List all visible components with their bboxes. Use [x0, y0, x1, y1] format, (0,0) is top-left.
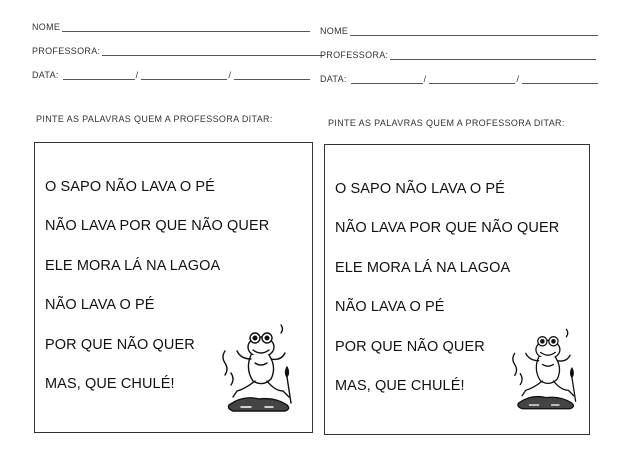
name-field	[320, 26, 598, 36]
name-field	[32, 22, 310, 32]
worksheet-left	[18, 0, 318, 452]
poem-box	[324, 144, 590, 435]
poem-line[interactable]: ELE MORA LÁ NA LAGOA	[335, 260, 511, 276]
frog-icon	[221, 323, 299, 413]
date-field	[32, 70, 310, 80]
teacher-field	[320, 50, 596, 60]
name-label: NOME	[32, 22, 61, 32]
date-field	[320, 74, 598, 84]
instruction-text: PINTE AS PALAVRAS QUEM A PROFESSORA DITAR:	[36, 114, 273, 124]
frog-icon	[511, 325, 583, 413]
poem-line[interactable]: O SAPO NÃO LAVA O PÉ	[45, 179, 215, 195]
poem-line[interactable]: MAS, QUE CHULÉ!	[45, 376, 175, 392]
poem-line[interactable]: NÃO LAVA O PÉ	[45, 297, 155, 313]
poem-line[interactable]: NÃO LAVA O PÉ	[335, 299, 445, 315]
date-separator: /	[228, 70, 232, 80]
date-month-line[interactable]	[141, 71, 227, 80]
teacher-label: PROFESSORA:	[32, 46, 101, 56]
date-day-line[interactable]	[351, 75, 423, 84]
teacher-label: PROFESSORA:	[320, 50, 389, 60]
poem-line[interactable]: POR QUE NÃO QUER	[45, 337, 195, 353]
poem-line[interactable]: NÃO LAVA POR QUE NÃO QUER	[335, 220, 560, 236]
date-separator: /	[135, 70, 139, 80]
date-label: DATA:	[32, 70, 59, 80]
name-line[interactable]	[62, 23, 310, 32]
poem-line[interactable]: O SAPO NÃO LAVA O PÉ	[335, 181, 505, 197]
poem-box	[34, 142, 313, 433]
date-year-line[interactable]	[522, 75, 598, 84]
name-line[interactable]	[350, 27, 598, 36]
teacher-line[interactable]	[390, 51, 596, 60]
date-separator: /	[516, 74, 520, 84]
instruction-text: PINTE AS PALAVRAS QUEM A PROFESSORA DITAR:	[328, 118, 565, 128]
poem-line[interactable]: POR QUE NÃO QUER	[335, 339, 485, 355]
poem-line[interactable]: NÃO LAVA POR QUE NÃO QUER	[45, 218, 270, 234]
poem-line[interactable]: ELE MORA LÁ NA LAGOA	[45, 258, 221, 274]
teacher-field	[32, 46, 324, 56]
poem-line[interactable]: MAS, QUE CHULÉ!	[335, 378, 465, 394]
date-year-line[interactable]	[234, 71, 310, 80]
name-label: NOME	[320, 26, 349, 36]
teacher-line[interactable]	[102, 47, 324, 56]
date-label: DATA:	[320, 74, 347, 84]
date-month-line[interactable]	[429, 75, 515, 84]
date-day-line[interactable]	[63, 71, 135, 80]
worksheet-right	[306, 4, 606, 456]
date-separator: /	[423, 74, 427, 84]
